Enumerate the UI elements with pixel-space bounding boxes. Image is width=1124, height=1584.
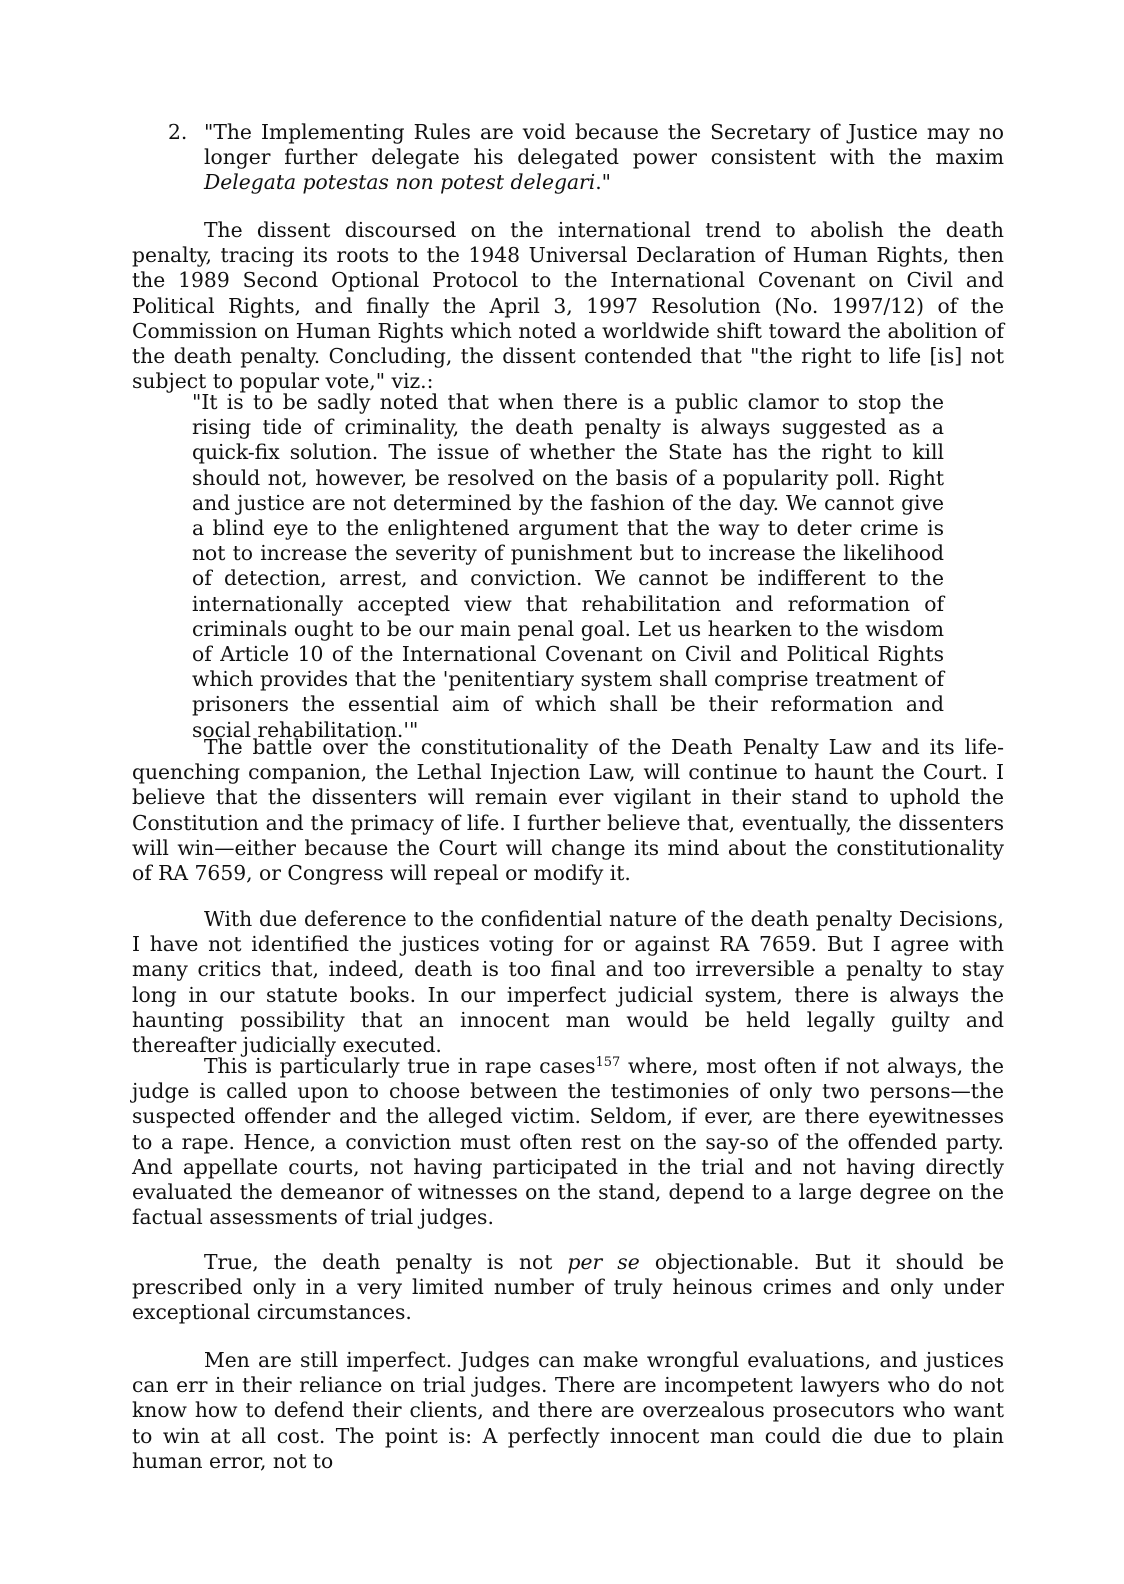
paragraph-per-se-text-b: objectionable. But it should be prescribed only in a very limited number of truly heinous crimes and only under exceptional circumstances. bbox=[132, 1250, 1004, 1325]
block-quote: "It is to be sadly noted that when there is a public clamor to stop the rising tide of criminality, the death penalty is always suggested as a quick-fix solution. The issue of whether the State has the right to kill should not, however, be resolved on the basis of a popularity poll. Right and justice are not determined by the fashion of the day. We cannot give a blind eye to the enlightened argument that the way to deter crime is not to increase the severity of punishment but to increase the likelihood of detection, arrest, and conviction. We cannot be indifferent to the internationally accepted view that rehabilitation and reformation of criminals ought to be our main penal goal. Let us hearken to the wisdom of Article 10 of the International Covenant on Civil and Political Rights which provides that the 'penitentiary system shall comprise treatment of prisoners the essential aim of which shall be their reformation and social rehabilitation.'" bbox=[192, 390, 944, 742]
paragraph-per-se-text-a: True, the death penalty is not bbox=[204, 1250, 568, 1274]
paragraph-rape-cases-text-b: where, most often if not always, the judge is called upon to choose between the testimonies of only two persons—the suspected offender and the alleged victim. Seldom, if ever, are there eyewitnesses to a rape. Hence, a conviction must often rest on the say-so of the offended party. And appellate courts, not having participated in the trial and not having directly evaluated the demeanor of witnesses on the stand, depend to a large degree on the factual assessments of trial judges. bbox=[132, 1054, 1004, 1230]
latin-maxim: Delegata potestas non potest delegari bbox=[204, 170, 596, 195]
list-text-part-2: ." bbox=[595, 170, 612, 195]
paragraph-imperfect-men: Men are still imperfect. Judges can make wrongful evaluations, and justices can err in their reliance on trial judges. There are incompetent lawyers who do not know how to defend their clients, and there are overzealous prosecutors who want to win at all cost. The point is: A perfectly innocent man could die due to plain human error, not to bbox=[132, 1348, 1004, 1473]
list-item-text bbox=[204, 120, 1004, 196]
per-se-italic: per se bbox=[567, 1250, 640, 1274]
paragraph-dissent-trend: The dissent discoursed on the international trend to abolish the death penalty, tracing its roots to the 1948 Universal Declaration of Human Rights, then the 1989 Second Optional Protocol to the International Covenant on Civil and Political Rights, and finally the April 3, 1997 Resolution (No. 1997/12) of the Commission on Human Rights which noted a worldwide shift toward the abolition of the death penalty. Concluding, the dissent contended that "the right to life [is] not subject to popular vote," viz.: bbox=[132, 218, 1004, 394]
paragraph-rape-cases-text-a: This is particularly true in rape cases bbox=[204, 1054, 596, 1078]
paragraph-per-se bbox=[132, 1250, 1004, 1326]
paragraph-deference: With due deference to the confidential nature of the death penalty Decisions, I have not identified the justices voting for or against RA 7659. But I agree with many critics that, indeed, death is too final and too irreversible a penalty to stay long in our statute books. In our imperfect judicial system, there is always the haunting possibility that an innocent man would be held legally guilty and thereafter judicially executed. bbox=[132, 907, 1004, 1058]
list-number: 2. bbox=[168, 120, 188, 144]
paragraph-battle: The battle over the constitutionality of the Death Penalty Law and its life-quenching companion, the Lethal Injection Law, will continue to haunt the Court. I believe that the dissenters will remain ever vigilant in their stand to uphold the Constitution and the primacy of life. I further believe that, eventually, the dissenters will win—either because the Court will change its mind about the constitutionality of RA 7659, or Congress will repeal or modify it. bbox=[132, 735, 1004, 886]
list-text-part-1: "The Implementing Rules are void because the Secretary of Justice may no longer further delegate his delegated power consistent with the maxim bbox=[204, 120, 1004, 170]
paragraph-rape-cases bbox=[132, 1054, 1004, 1230]
footnote-reference: 157 bbox=[595, 1055, 621, 1070]
